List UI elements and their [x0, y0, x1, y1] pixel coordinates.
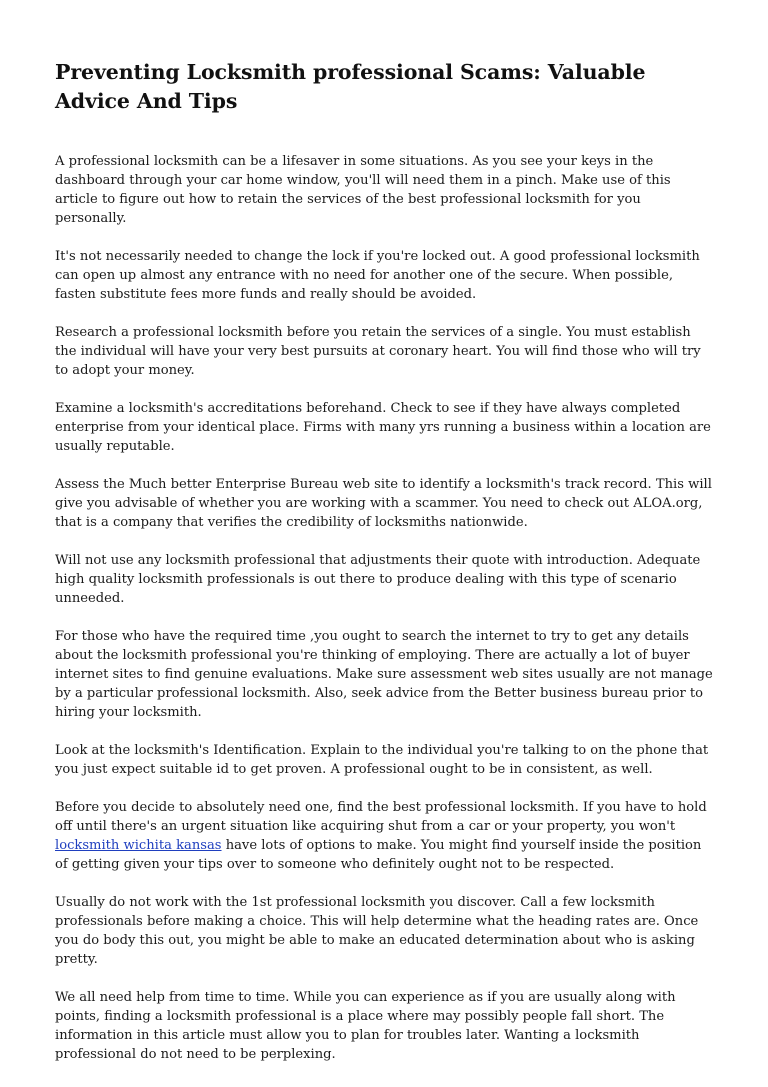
paragraph-7: For those who have the required time ,you ought to search the internet to try to get any details about the locksmith professional you're thinking of employing. There are actually a lot of buyer internet sites to find genuine evaluations. Make sure assessment web sites usually are not manage by a particular professional locksmith. Also, seek advice from the Better business bureau prior to hiring your locksmith. [55, 629, 713, 720]
paragraph-9 [55, 798, 713, 874]
paragraph-6: Will not use any locksmith professional that adjustments their quote with introduction. Adequate high quality locksmith professionals is out there to produce dealing with this type of scenario unneeded. [55, 553, 701, 606]
paragraph-10: Usually do not work with the 1st professional locksmith you discover. Call a few locksmith professionals before making a choice. This will help determine what the heading rates are. Once you do body this out, you might be able to make an educated determination about who is asking pretty. [55, 895, 699, 967]
paragraph-8: Look at the locksmith's Identification. Explain to the individual you're talking to on the phone that you just expect suitable id to get proven. A professional ought to be in consistent, as well. [55, 743, 709, 777]
paragraph-3: Research a professional locksmith before you retain the services of a single. You must establish the individual will have your very best pursuits at coronary heart. You will find those who will try to adopt your money. [55, 325, 701, 378]
paragraph-9-text-after: have lots of options to make. You might find yourself inside the position of getting given your tips over to someone who definitely ought not to be respected. [55, 838, 702, 872]
paragraph-5: Assess the Much better Enterprise Bureau web site to identify a locksmith's track record. This will give you advisable of whether you are working with a scammer. You need to check out ALOA.org, that is a company that verifies the credibility of locksmiths nationwide. [55, 477, 712, 530]
paragraph-4: Examine a locksmith's accreditations beforehand. Check to see if they have always completed enterprise from your identical place. Firms with many yrs running a business within a location are usually reputable. [55, 401, 711, 454]
locksmith-wichita-link[interactable]: locksmith wichita kansas [55, 838, 222, 853]
page-title: Preventing Locksmith professional Scams: Valuable Advice And Tips [55, 60, 646, 113]
paragraph-1: A professional locksmith can be a lifesaver in some situations. As you see your keys in the dashboard through your car home window, you'll will need them in a pinch. Make use of this article to figure out how to retain the services of the best professional locksmith for you personally. [55, 154, 671, 226]
paragraph-11: We all need help from time to time. While you can experience as if you are usually along with points, finding a locksmith professional is a place where may possibly people fall short. The information in this article must allow you to plan for troubles later. Wanting a locksmith professional do not need to be perplexing. [55, 990, 676, 1062]
paragraph-2: It's not necessarily needed to change the lock if you're locked out. A good professional locksmith can open up almost any entrance with no need for another one of the secure. When possible, fasten substitute fees more funds and really should be avoided. [55, 249, 700, 302]
paragraph-9-text-before: Before you decide to absolutely need one, find the best professional locksmith. If you have to hold off until there's an urgent situation like acquiring shut from a car or your property, you won't [55, 800, 707, 834]
